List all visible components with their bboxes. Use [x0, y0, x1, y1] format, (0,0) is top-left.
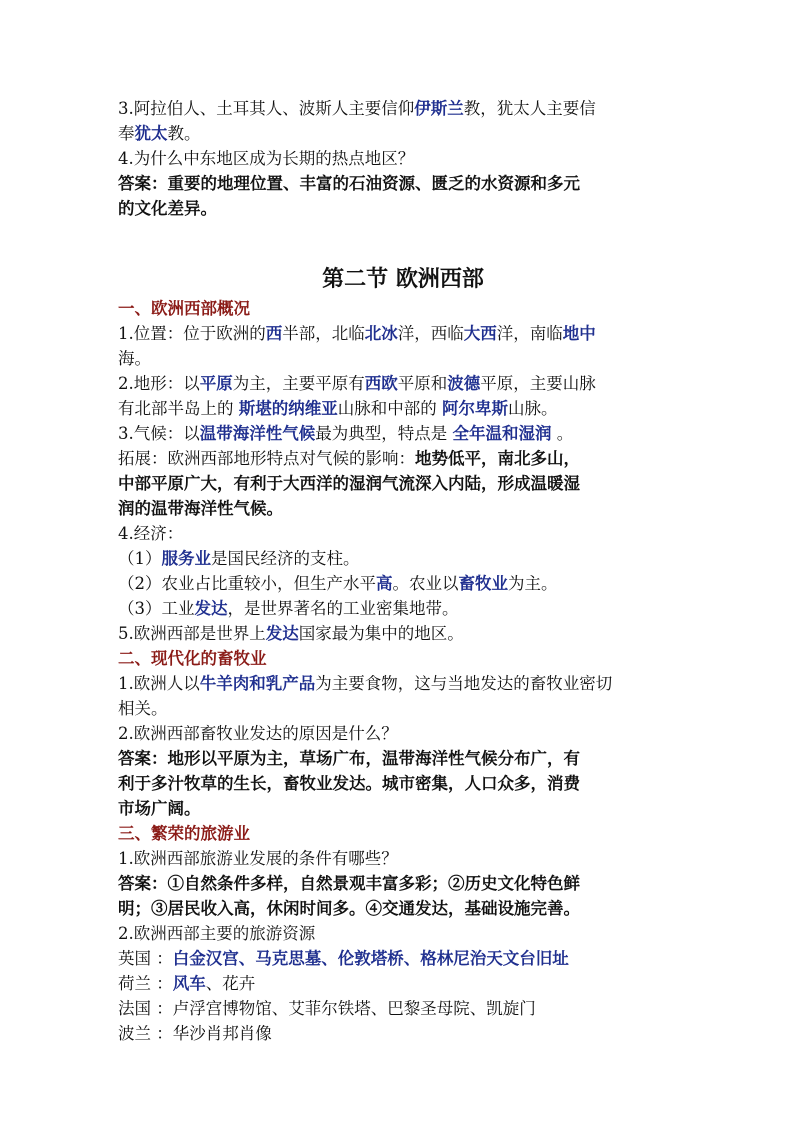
country-label: 法国 ：	[118, 999, 173, 1018]
country-label: 波兰 ：	[118, 1024, 173, 1043]
livestock-line-2: 相关。	[118, 699, 168, 718]
keyword: 地中	[562, 324, 596, 343]
location-line-2: 海。	[118, 349, 151, 368]
text: 平原，主要山脉	[480, 374, 596, 393]
question-4: 4.为什么中东地区成为长期的热点地区？	[118, 149, 415, 168]
text: 1.欧洲人以	[118, 674, 200, 693]
livestock-line-1	[118, 671, 688, 696]
text: （3）工业	[118, 599, 195, 618]
livestock-answer-1: 答案：地形以平原为主，草场广布，温带海洋性气候分布广，有	[118, 749, 580, 768]
text: 为主要食物，这与当地发达的畜牧业密切	[315, 674, 613, 693]
text: 3.气候：以	[118, 424, 200, 443]
text: 教。	[167, 124, 201, 143]
keyword: 西	[265, 324, 283, 343]
keyword: 风车	[172, 974, 206, 993]
economy-item-2	[118, 571, 688, 596]
livestock-answer-2: 利于多汁牧草的生长，畜牧业发达。城市密集，人口众多，消费	[118, 774, 580, 793]
economy-item-3	[118, 596, 688, 621]
extension-line-1	[118, 446, 688, 471]
terrain-line-2	[118, 396, 688, 421]
keyword: 波德	[447, 374, 481, 393]
text: （1）	[118, 549, 162, 568]
resource-pl	[118, 1021, 688, 1046]
text: 洋，西临	[397, 324, 464, 343]
text: 山脉。	[508, 399, 558, 418]
keyword: 伊斯兰	[414, 99, 464, 118]
tourism-answer-2: 明；③居民收入高，休闲时间多。④交通发达，基础设施完善。	[118, 899, 580, 918]
economy-item-1	[118, 546, 688, 571]
heading-livestock: 二、现代化的畜牧业	[118, 649, 267, 668]
text: 最为典型，特点是	[315, 424, 453, 443]
text: 。农业以	[392, 574, 459, 593]
section-title: 第二节 欧洲西部	[322, 266, 484, 292]
bold-text: 地势低平，南北多山，	[415, 449, 580, 468]
resource-nl	[118, 971, 688, 996]
text: 、花卉	[205, 974, 256, 993]
answer-4-line-2: 的文化差异。	[118, 199, 217, 218]
keyword: 白金汉宫、马克思墓、伦敦塔桥、格林尼治天文台旧址	[172, 949, 569, 968]
keyword: 犹太	[134, 124, 168, 143]
text: 洋，南临	[496, 324, 563, 343]
text: 半部，北临	[282, 324, 365, 343]
keyword: 牛羊肉和乳产品	[199, 674, 316, 693]
resource-fr	[118, 996, 688, 1021]
extension-line-3: 润的温带海洋性气候。	[118, 499, 283, 518]
keyword: 畜牧业	[458, 574, 508, 593]
keyword: 全年温和湿润	[452, 424, 552, 443]
resource-uk	[118, 946, 688, 971]
heading-overview: 一、欧洲西部概况	[118, 299, 250, 318]
text: 1.位置：位于欧洲的	[118, 324, 266, 343]
text: ，是世界著名的工业密集地带。	[227, 599, 459, 618]
country-label: 荷兰 ：	[118, 974, 173, 993]
text: 有北部半岛上的	[118, 399, 239, 418]
heading-tourism: 三、繁荣的旅游业	[118, 824, 250, 843]
keyword: 平原	[199, 374, 233, 393]
text: 平原和	[397, 374, 448, 393]
text: 为主，主要平原有	[232, 374, 365, 393]
livestock-answer-3: 市场广阔。	[118, 799, 201, 818]
keyword: 阿尔卑斯	[442, 399, 508, 418]
text: 华沙肖邦肖像	[172, 1024, 272, 1043]
keyword: 北冰	[364, 324, 398, 343]
tourism-question: 1.欧洲西部旅游业发展的条件有哪些？	[118, 849, 398, 868]
extension-line-2: 中部平原广大，有利于大西洋的湿润气流深入内陆，形成温暖湿	[118, 474, 580, 493]
country-label: 英国 ：	[118, 949, 173, 968]
text: 为主。	[508, 574, 558, 593]
text: 。	[551, 424, 574, 443]
answer-4-line-1: 答案：重要的地理位置、丰富的石油资源、匮乏的水资源和多元	[118, 174, 580, 193]
question-3-line-2	[118, 121, 688, 146]
keyword: 斯堪的纳维亚	[238, 399, 338, 418]
text: 3.阿拉伯人、土耳其人、波斯人主要信仰	[118, 99, 415, 118]
tourism-answer-1: 答案：①自然条件多样，自然景观丰富多彩；②历史文化特色鲜	[118, 874, 580, 893]
livestock-question: 2.欧洲西部畜牧业发达的原因是什么？	[118, 724, 398, 743]
developed-line	[118, 621, 688, 646]
text: 卢浮宫博物馆、艾菲尔铁塔、巴黎圣母院、凯旋门	[172, 999, 536, 1018]
text: 国家最为集中的地区。	[298, 624, 464, 643]
keyword: 西欧	[364, 374, 398, 393]
text: 拓展：欧洲西部地形特点对气候的影响：	[118, 449, 415, 468]
keyword: 服务业	[161, 549, 211, 568]
keyword: 高	[376, 574, 393, 593]
text: 2.地形：以	[118, 374, 200, 393]
keyword: 温带海洋性气候	[199, 424, 316, 443]
text: 山脉和中部的	[337, 399, 442, 418]
climate-line	[118, 421, 688, 446]
terrain-line-1	[118, 371, 688, 396]
economy-heading: 4.经济：	[118, 524, 184, 543]
text: 5.欧洲西部是世界上	[118, 624, 266, 643]
keyword: 发达	[194, 599, 228, 618]
keyword: 发达	[265, 624, 299, 643]
text: 是国民经济的支柱。	[211, 549, 360, 568]
question-3-line-1	[118, 96, 688, 121]
text: 奉	[118, 124, 135, 143]
text: 教，犹太人主要信	[463, 99, 596, 118]
location-line-1	[118, 321, 688, 346]
text: （2）农业占比重较小，但生产水平	[118, 574, 376, 593]
tourism-resources-heading: 2.欧洲西部主要的旅游资源	[118, 924, 316, 943]
document-page	[118, 96, 688, 1046]
keyword: 大西	[463, 324, 497, 343]
